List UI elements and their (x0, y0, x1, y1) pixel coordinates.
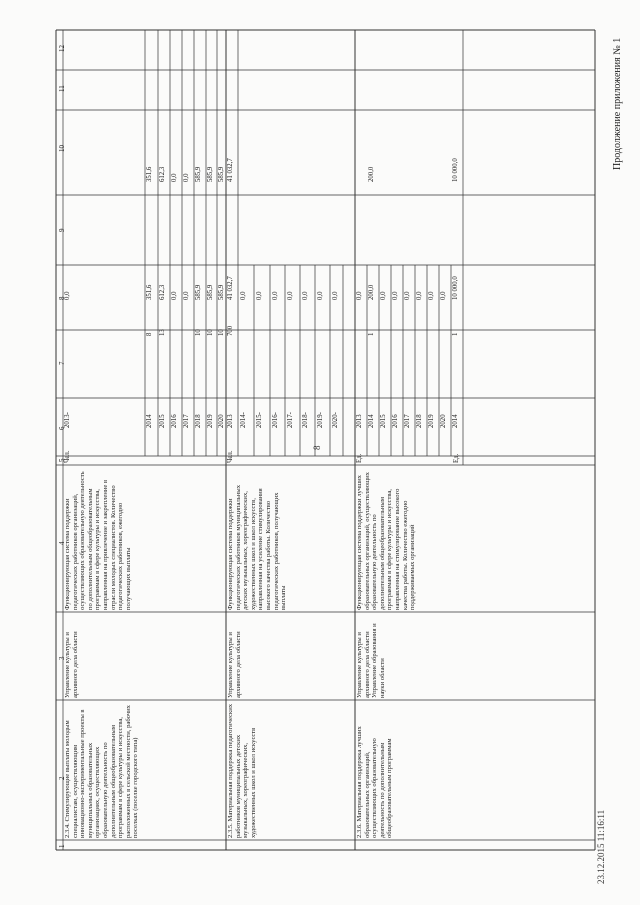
col10-cell: 0,0 (171, 173, 178, 182)
col10-cell: 585,9 (218, 166, 225, 182)
col8-cell: 0,0 (440, 291, 447, 300)
unit-cell: Чел. (227, 450, 234, 463)
year-cell: 2016- (272, 412, 279, 428)
col8-cell: 0,0 (287, 291, 294, 300)
column-number-12: 12 (58, 45, 66, 52)
year-cell: 2014 (146, 414, 153, 428)
column-number-7: 7 (58, 361, 66, 365)
print-timestamp: 23.12.2015 11:16:11 (596, 809, 606, 884)
year-cell: 2017 (404, 414, 411, 428)
unit-cell: Ед. (356, 453, 363, 463)
year-cell: 2013 (227, 414, 234, 428)
year-cell: 2019 (428, 414, 435, 428)
column-number-4: 4 (58, 541, 66, 545)
executor-cell: Управление культуры и архивного дела области (227, 631, 242, 698)
column-number-5: 5 (58, 458, 66, 462)
col8-cell: 0,0 (404, 291, 411, 300)
col8-cell: 0,0 (64, 291, 71, 300)
executor-cell: Управление культуры и архивного дела области Управление образования и науки области (356, 623, 386, 698)
col8-cell: 0,0 (302, 291, 309, 300)
col7-cell: 10 (207, 329, 214, 336)
col7-cell: 700 (227, 325, 234, 336)
year-cell: 2013- (64, 412, 71, 428)
col7-cell: 8 (146, 332, 153, 336)
year-cell: 2019- (317, 412, 324, 428)
year-cell: 2018- (302, 412, 309, 428)
year-cell: 2018 (416, 414, 423, 428)
col8-cell: 0,0 (356, 291, 363, 300)
year-cell: 2015 (159, 414, 166, 428)
col10-cell: 200,0 (368, 166, 375, 182)
year-cell: 2016 (392, 414, 399, 428)
col10-cell: 10 000,0 (452, 158, 459, 182)
col8-cell: 351,6 (146, 284, 153, 300)
col8-cell: 612,3 (159, 284, 166, 300)
year-cell: 2014 (452, 414, 459, 428)
executor-cell: Управление культуры и архивного дела области (64, 631, 79, 698)
col7-cell: 10 (218, 329, 225, 336)
column-number-3: 3 (58, 656, 66, 660)
col10-cell: 612,3 (159, 166, 166, 182)
col8-cell: 200,0 (368, 284, 375, 300)
col8-cell: 0,0 (183, 291, 190, 300)
year-cell: 2018 (195, 414, 202, 428)
unit-cell: Чел. (64, 450, 71, 463)
year-cell: 2016 (171, 414, 178, 428)
col8-cell: 0,0 (380, 291, 387, 300)
indicator-cell: Функционирующая система поддержки педагогических работников организаций, осуществляющих образовательную деятельность по дополнительным общеобразовательным программам в сфере культуры и искусства, направленная на привлечение и закрепление в отрасли молодых специалистов. Количество педагогических работников, ежегодно получающих выплаты (64, 471, 132, 610)
col8-cell: 585,9 (195, 284, 202, 300)
col7-cell: 13 (159, 329, 166, 336)
indicator-cell: Функционирующая система поддержки педагогических работников муниципальных детских музыкальных, хореографических, художественных школ и школ искусств, направленная на усиление стимулирования высокого качества работы. Количество педагогических работников, получающих выплаты (227, 484, 288, 610)
column-number-6: 6 (58, 426, 66, 430)
item-cell: 2.3.5. Материальная поддержка педагогических работников муниципальных детских музыкальных, хореографических, художественных школ и школ искусств (227, 703, 257, 838)
year-cell: 2015- (256, 412, 263, 428)
page-number: 8 (312, 445, 322, 450)
item-cell: 2.3.6. Материальная поддержка лучших образовательных организаций, осуществляющих образовательную деятельность по дополнительным общеобразовательным программам (356, 726, 394, 838)
col10-cell: 41 032,7 (227, 158, 234, 182)
column-number-11: 11 (58, 85, 66, 92)
column-number-1: 1 (58, 844, 66, 848)
col8-cell: 0,0 (272, 291, 279, 300)
col8-cell: 0,0 (332, 291, 339, 300)
indicator-cell: Функционирующая система поддержки лучших образовательных организаций, осуществляющих образовательную деятельность по дополнительным общеобразовательным программам в сфере культуры и искусства, направленная на стимулирование высокого качества работы. Количество ежегодно поддерживаемых организаций (356, 472, 417, 610)
year-cell: 2014- (240, 412, 247, 428)
col8-cell: 0,0 (317, 291, 324, 300)
year-cell: 2020- (332, 412, 339, 428)
col7-cell: 1 (452, 332, 459, 336)
column-number-2: 2 (58, 776, 66, 780)
column-number-10: 10 (58, 145, 66, 152)
year-cell: 2017 (183, 414, 190, 428)
unit-cell-2: Ед. (453, 453, 460, 463)
col8-cell: 0,0 (171, 291, 178, 300)
year-cell: 2020 (440, 414, 447, 428)
col8-cell: 585,9 (218, 284, 225, 300)
col10-cell: 351,6 (146, 166, 153, 182)
year-cell: 2017- (287, 412, 294, 428)
col8-cell: 10 000,0 (452, 276, 459, 300)
col10-cell: 0,0 (183, 173, 190, 182)
col8-cell: 585,9 (207, 284, 214, 300)
column-number-8: 8 (58, 296, 66, 300)
year-cell: 2013 (356, 414, 363, 428)
col7-cell: 1 (368, 332, 375, 336)
column-number-9: 9 (58, 228, 66, 232)
col8-cell: 0,0 (428, 291, 435, 300)
col10-cell: 585,9 (207, 166, 214, 182)
year-cell: 2020 (218, 414, 225, 428)
col8-cell: 41 032,7 (227, 276, 234, 300)
col7-cell: 10 (195, 329, 202, 336)
col8-cell: 0,0 (256, 291, 263, 300)
year-cell: 2014 (368, 414, 375, 428)
col8-cell: 0,0 (392, 291, 399, 300)
col8-cell: 0,0 (416, 291, 423, 300)
continuation-header: Продолжение приложения № 1 (612, 37, 623, 170)
year-cell: 2019 (207, 414, 214, 428)
col10-cell: 585,9 (195, 166, 202, 182)
item-cell: 2.3.4. Стимулирующие выплаты молодым специалистам, осуществляющим инновационно-экспериментальные проекты в муниципальных образовательных организациях, осуществляющих образовательную деятельность по дополнительным общеобразовательным программам в сфере культуры и искусства, расположенных в сельской местности, рабочих поселках (поселке городского типа) (64, 705, 140, 838)
year-cell: 2015 (380, 414, 387, 428)
col8-cell: 0,0 (240, 291, 247, 300)
